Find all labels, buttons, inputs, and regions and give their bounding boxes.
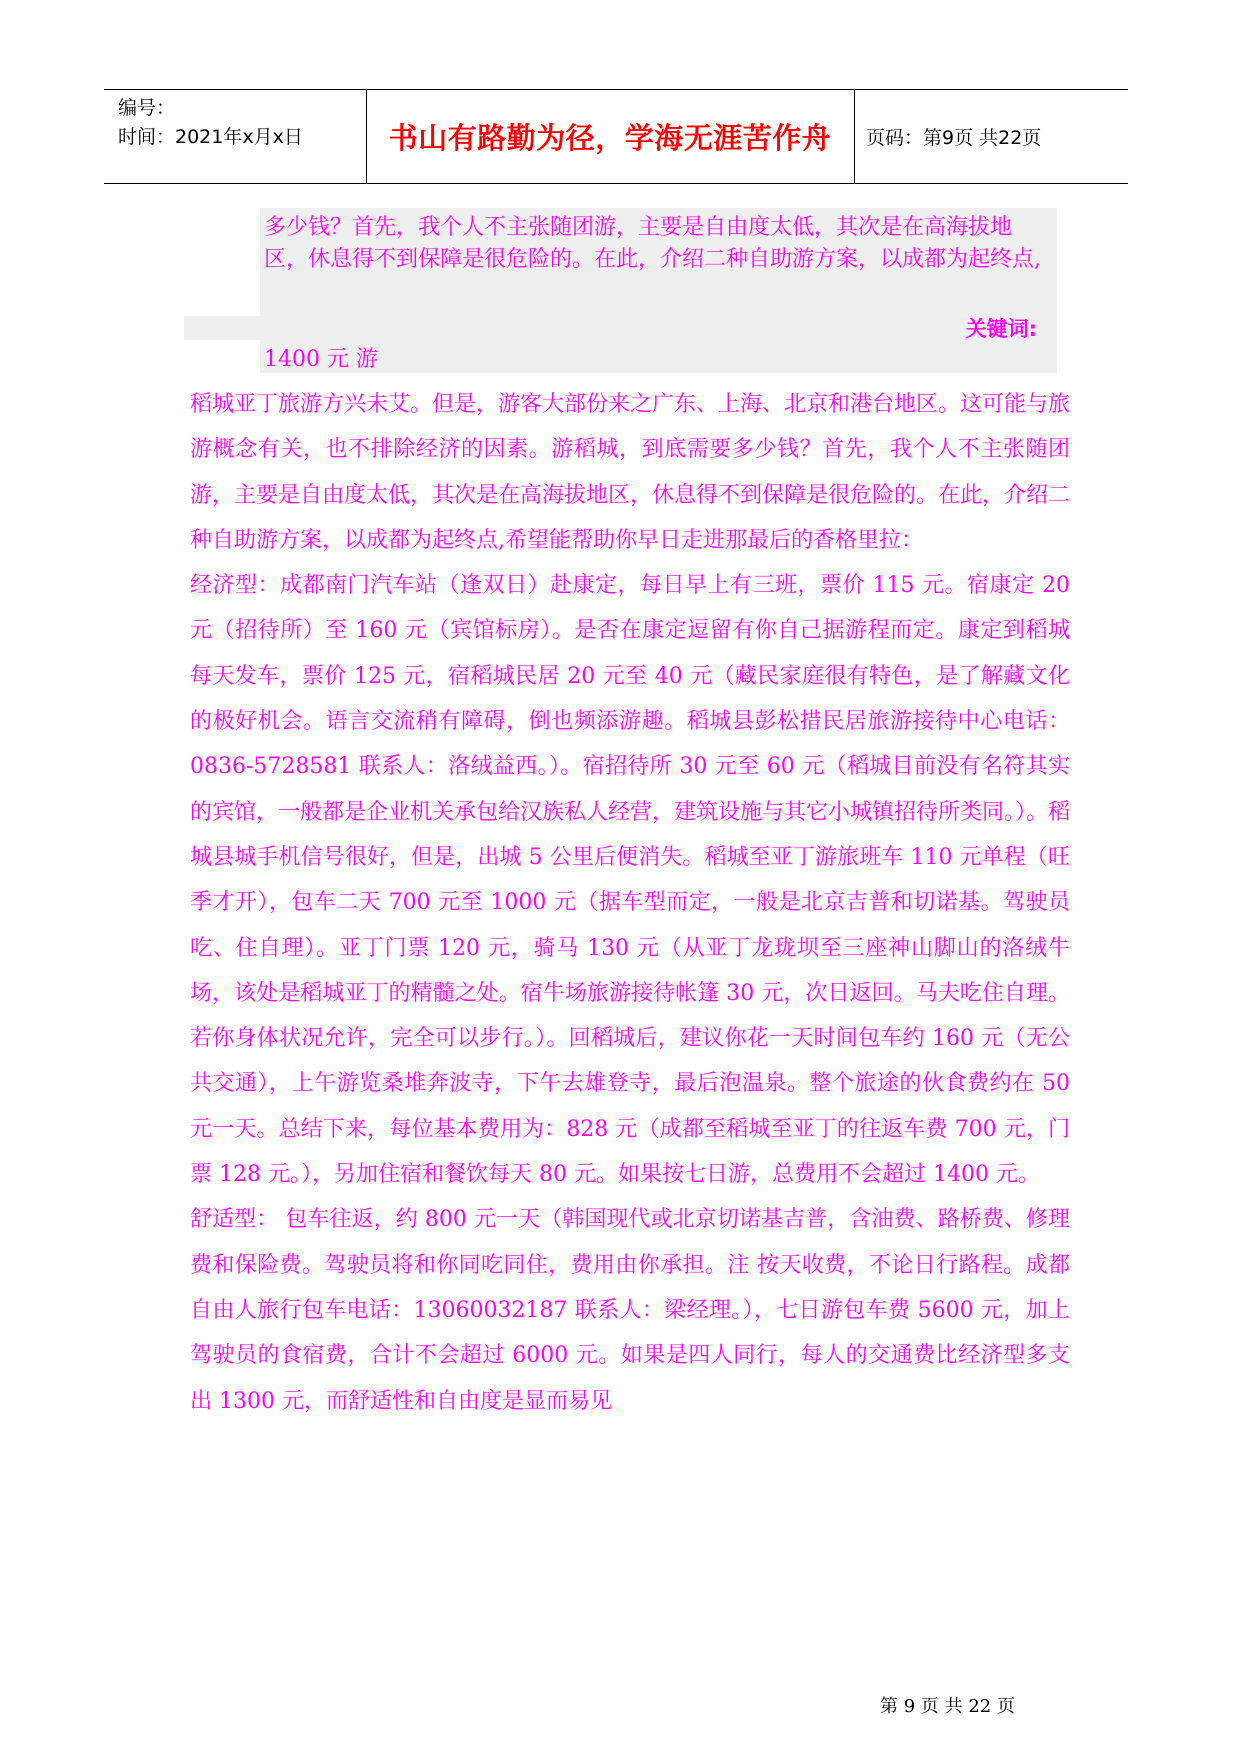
body-text: [190, 382, 1070, 1424]
abstract-indent: [184, 208, 260, 316]
document-number-label: 编号：: [118, 97, 176, 119]
body-paragraph: 舒适型： 包车往返，约 800 元一天（韩国现代或北京切诺基吉普，含油费、路桥费、修理费和保险费。驾驶员将和你同吃同住，费用由你承担。注 按天收费，不论日行路程。成都自由人旅行包车电话：13060032187 联系人：梁经理。），七日游包车费 5600 元，加上驾驶员的食宿费，合计不会超过 6000 元。如果是四人同行，每人的交通费比经济型多支出 1300 元，而舒适性和自由度是显而易见: [190, 1207, 1070, 1414]
keywords-label: 关键词:: [965, 317, 1037, 341]
body-paragraph: 稻城亚丁旅游方兴未艾。但是，游客大部份来之广东、上海、北京和港台地区。这可能与旅游概念有关，也不排除经济的因素。游稻城，到底需要多少钱？首先，我个人不主张随团游，主要是自由度太低，其次是在高海拔地区，休息得不到保障是很危险的。在此，介绍二种自助游方案，以成都为起终点,希望能帮助你早日走进那最后的香格里拉：: [190, 392, 1071, 553]
abstract-text: 多少钱？首先，我个人不主张随团游，主要是自由度太低，其次是在高海拔地区，休息得不到保障是很危险的。在此，介绍二种自助游方案，以成都为起终点,: [264, 215, 1041, 272]
body-paragraph: 经济型：成都南门汽车站（逢双日）赴康定，每日早上有三班，票价 115 元。宿康定 20 元（招待所）至 160 元（宾馆标房）。是否在康定逗留有你自己据游程而定。康定到稻城每天发车，票价 125 元，宿稻城民居 20 元至 40 元（藏民家庭很有特色，是了解藏文化的极好机会。语言交流稍有障碍，倒也频添游趣。稻城县彭松措民居旅游接待中心电话：0836-5728581 联系人：洛绒益西。）。宿招待所 30 元至 60 元（稻城目前没有名符其实的宾馆，一般都是企业机关承包给汉族私人经营，建筑设施与其它小城镇招待所类同。）。稻城县城手机信号很好，但是，出城 5 公里后便消失。稻城至亚丁游旅班车 110 元单程（旺季才开），包车二天 700 元至 1000 元（据车型而定，一般是北京吉普和切诺基。驾驶员吃、住自理）。亚丁门票 120 元，骑马 130 元（从亚丁龙珑坝至三座神山脚山的洛绒牛场，该处是稻城亚丁的精髓之处。宿牛场旅游接待帐篷 30 元，次日返回。马夫吃住自理。若你身体状况允许，完全可以步行。）。回稻城后，建议你花一天时间包车约 160 元（无公共交通），上午游览桑堆奔波寺，下午去雄登寺，最后泡温泉。整个旅途的伙食费约在 50 元一天。总结下来，每位基本费用为：828 元（成都至稻城至亚丁的往返车费 700 元，门票 128 元。），另加住宿和餐饮每天 80 元。如果按七日游，总费用不会超过 1400 元。: [190, 573, 1071, 1188]
keywords-value: 1400 元 游: [264, 347, 378, 372]
page-footer: 第 9 页 共 22 页: [880, 1696, 1015, 1717]
header-divider: [854, 90, 855, 183]
abstract-box: [184, 208, 1057, 373]
document-time: 时间：2021年x月x日: [118, 126, 303, 148]
header-page-code: 页码：第9页 共22页: [866, 127, 1042, 149]
page-header: [104, 89, 1128, 184]
header-motto: 书山有路勤为径，学海无涯苦作舟: [388, 121, 832, 155]
abstract-indent: [184, 340, 260, 373]
